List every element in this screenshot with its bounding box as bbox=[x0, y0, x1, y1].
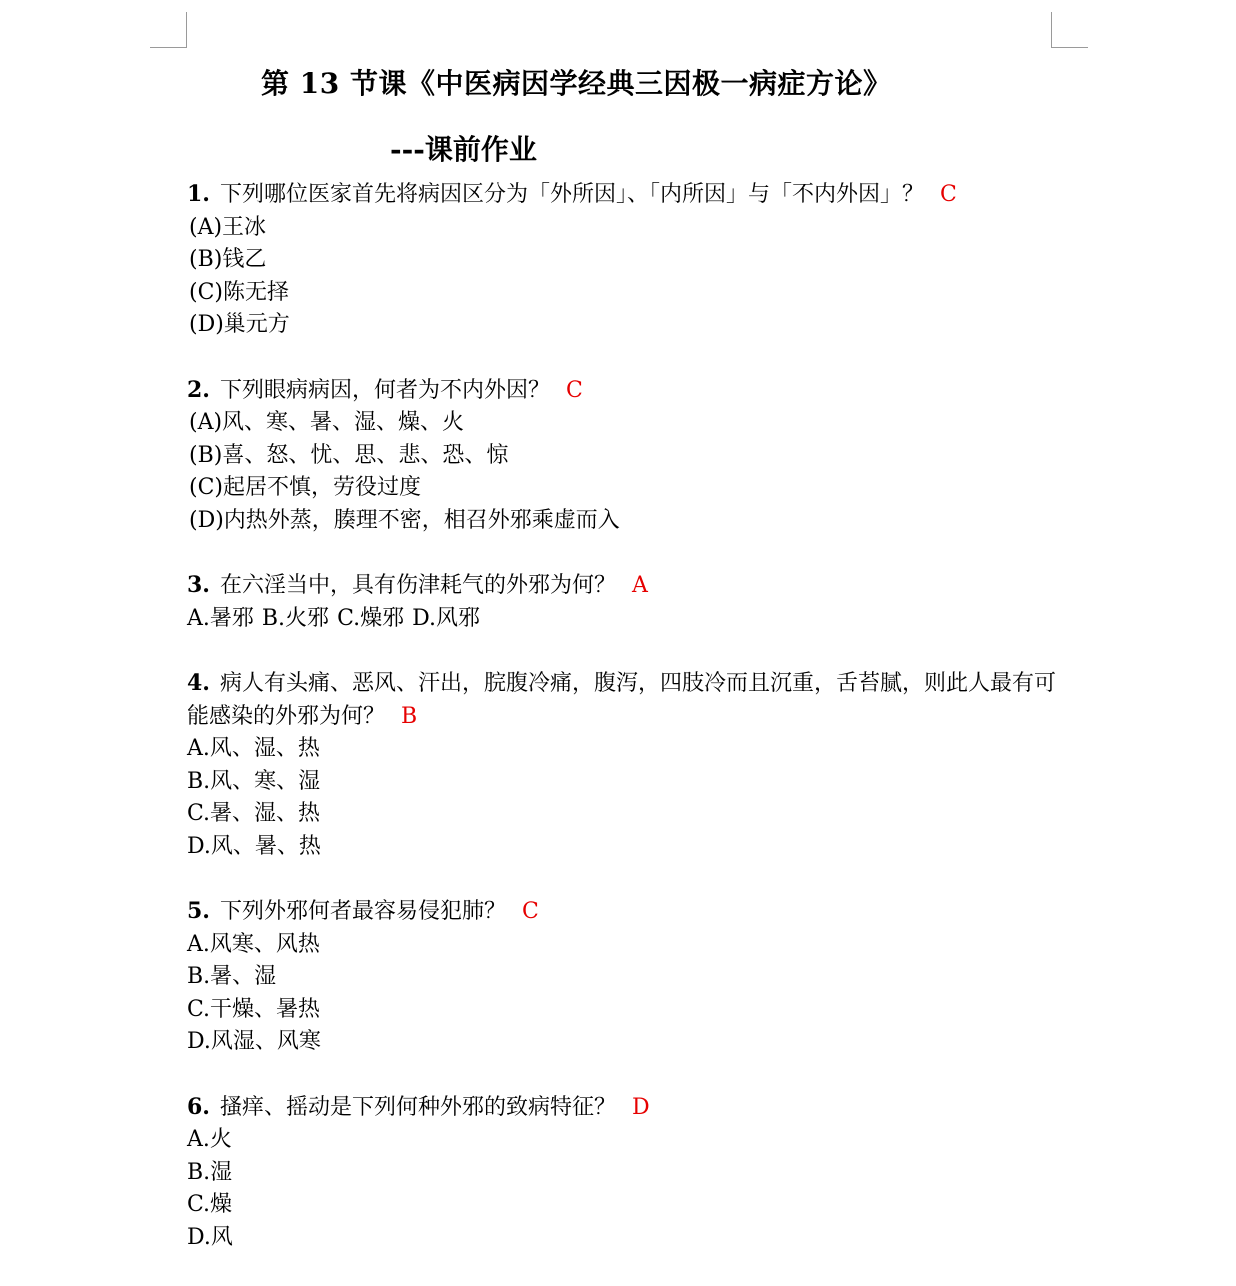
answer-key: C bbox=[939, 182, 957, 207]
crop-mark-left-horizontal bbox=[150, 47, 186, 48]
question-stem bbox=[187, 1091, 1067, 1125]
question-5 bbox=[187, 895, 1067, 1059]
question-stem bbox=[187, 569, 1067, 603]
question-number: 1. bbox=[187, 181, 210, 207]
question-stem bbox=[187, 178, 1067, 212]
option-d: (D)内热外蒸，腠理不密，相召外邪乘虚而入 bbox=[189, 507, 620, 533]
option-a: A.风、湿、热 bbox=[187, 736, 320, 761]
answer-key: A bbox=[631, 573, 648, 598]
answer-key: C bbox=[565, 377, 583, 403]
option-b: B.风、寒、湿 bbox=[187, 768, 321, 794]
question-3 bbox=[187, 569, 1067, 635]
option-d: D.风湿、风寒 bbox=[187, 1029, 321, 1054]
option-d: D.风邪 bbox=[412, 605, 480, 631]
question-number: 6. bbox=[187, 1093, 210, 1120]
option-a: (A)王冰 bbox=[189, 214, 267, 240]
option-a: (A)风、寒、暑、湿、燥、火 bbox=[189, 410, 465, 435]
option-d: (D)巢元方 bbox=[189, 312, 290, 337]
crop-mark-right-vertical bbox=[1051, 12, 1052, 48]
crop-mark-left-vertical bbox=[186, 12, 187, 48]
option-b: B.暑、湿 bbox=[187, 964, 277, 989]
question-text: 下列哪位医家首先将病因区分为「外所因」、「内所因」与「不内外因」？ bbox=[219, 182, 924, 207]
option-c: (C)起居不慎，劳役过度 bbox=[189, 475, 421, 500]
question-2 bbox=[187, 374, 1067, 538]
option-b: B.火邪 bbox=[261, 605, 330, 631]
question-stem bbox=[187, 374, 1067, 408]
question-4 bbox=[187, 667, 1067, 863]
option-c: C.燥邪 bbox=[337, 605, 405, 631]
question-text: 下列外邪何者最容易侵犯肺？ bbox=[219, 899, 506, 924]
crop-mark-right-horizontal bbox=[1052, 47, 1088, 48]
option-d: D.风 bbox=[187, 1224, 233, 1250]
answer-key: C bbox=[521, 899, 539, 924]
question-number: 4. bbox=[187, 670, 210, 696]
option-c: C.干燥、暑热 bbox=[187, 996, 321, 1022]
question-text: 搔痒、摇动是下列何种外邪的致病特征？ bbox=[219, 1094, 616, 1120]
question-text: 病人有头痛、恶风、汗出，脘腹冷痛，腹泻，四肢冷而且沉重，舌苔腻，则此人最有可能感染的外邪为何？ bbox=[187, 671, 1056, 729]
question-1 bbox=[187, 178, 1067, 342]
option-b: (B)钱乙 bbox=[189, 247, 267, 272]
answer-key: B bbox=[401, 703, 418, 729]
page-subtitle: ---课前作业 bbox=[390, 133, 537, 166]
question-6 bbox=[187, 1091, 1067, 1255]
question-stem bbox=[187, 895, 1067, 929]
answer-key: D bbox=[631, 1094, 650, 1120]
question-text: 下列眼病病因，何者为不内外因？ bbox=[219, 377, 550, 403]
page-title: 第 13 节课《中医病因学经典三因极一病症方论》 bbox=[261, 67, 892, 100]
question-list bbox=[187, 178, 1067, 1286]
option-c: C.燥 bbox=[187, 1192, 233, 1217]
option-a: A.风寒、风热 bbox=[187, 931, 320, 957]
option-b: (B)喜、怒、忧、思、悲、恐、惊 bbox=[189, 442, 509, 468]
option-d: D.风、暑、热 bbox=[187, 833, 321, 859]
question-number: 3. bbox=[187, 572, 210, 598]
option-b: B.湿 bbox=[187, 1159, 233, 1185]
question-number: 2. bbox=[187, 376, 210, 403]
option-c: (C)陈无择 bbox=[189, 279, 289, 305]
option-a: A.暑邪 bbox=[187, 605, 254, 631]
question-number: 5. bbox=[187, 898, 210, 924]
option-a: A.火 bbox=[187, 1127, 232, 1152]
option-c: C.暑、湿、热 bbox=[187, 801, 321, 826]
option-row bbox=[187, 603, 1067, 636]
question-stem bbox=[187, 667, 1067, 733]
question-text: 在六淫当中，具有伤津耗气的外邪为何？ bbox=[219, 573, 616, 598]
